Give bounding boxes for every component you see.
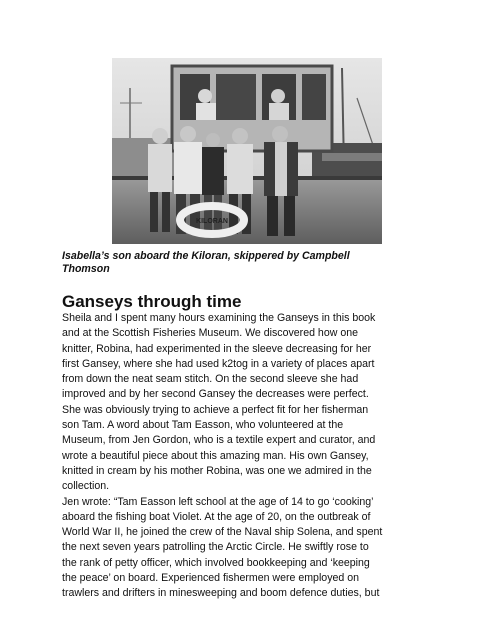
body-line: trawlers and drifters in minesweeping and boom defence duties, but (62, 587, 380, 600)
body-line: knitter, Robina, had experimented in the sleeve decreasing for her (62, 342, 372, 355)
body-line: son Tam. A word about Tam Easson, who volunteered at the (62, 419, 344, 432)
caption-line: Isabella’s son aboard the Kiloran, skippered by Campbell (62, 250, 350, 262)
body-line: collection. (62, 480, 110, 493)
body-line: from down the neat seam stitch. On the second sleeve she had (62, 373, 359, 386)
section-heading: Ganseys through time (62, 292, 242, 311)
body-line: Museum, from Jen Gordon, who is a textile expert and curator, and (62, 434, 376, 447)
body-line: aboard the fishing boat Violet. At the age of 20, on the outbreak of (62, 510, 371, 523)
caption-line: Thomson (62, 263, 110, 276)
body-line: Sheila and I spent many hours examining the Ganseys in this book (62, 312, 376, 324)
body-line: World War II, he joined the crew of the Naval ship Solena, and spent (62, 526, 383, 539)
body-line: the peace’ on board. Experienced fishermen were employed on (62, 572, 360, 585)
life-ring-label: KILORAN (196, 218, 228, 225)
body-line: wrote a beautiful piece about this amazing man. His own Gansey, (62, 449, 369, 462)
body-line: and at the Scottish Fisheries Museum. We discovered how one (62, 327, 358, 340)
boat-crew-photo (112, 58, 382, 244)
body-paragraph (62, 311, 442, 602)
body-line: the next seven years patrolling the Arctic Circle. He swiftly rose to (62, 541, 369, 554)
body-line: Jen wrote: “Tam Easson left school at the age of 14 to go ‘cooking’ (62, 495, 374, 508)
body-line: She was obviously trying to achieve a perfect fit for her fisherman (62, 403, 369, 416)
boat-crew-illustration (112, 58, 382, 244)
body-line: first Gansey, where she had used k2tog in a variety of places apart (62, 357, 375, 370)
body-line: knitted in cream by his mother Robina, was one we admired in the (62, 464, 372, 477)
body-line: the rank of petty officer, which involved bookkeeping and ‘keeping (62, 556, 370, 569)
photo-caption (62, 250, 442, 276)
body-line: improved and by her second Gansey the decreases were perfect. (62, 388, 369, 401)
